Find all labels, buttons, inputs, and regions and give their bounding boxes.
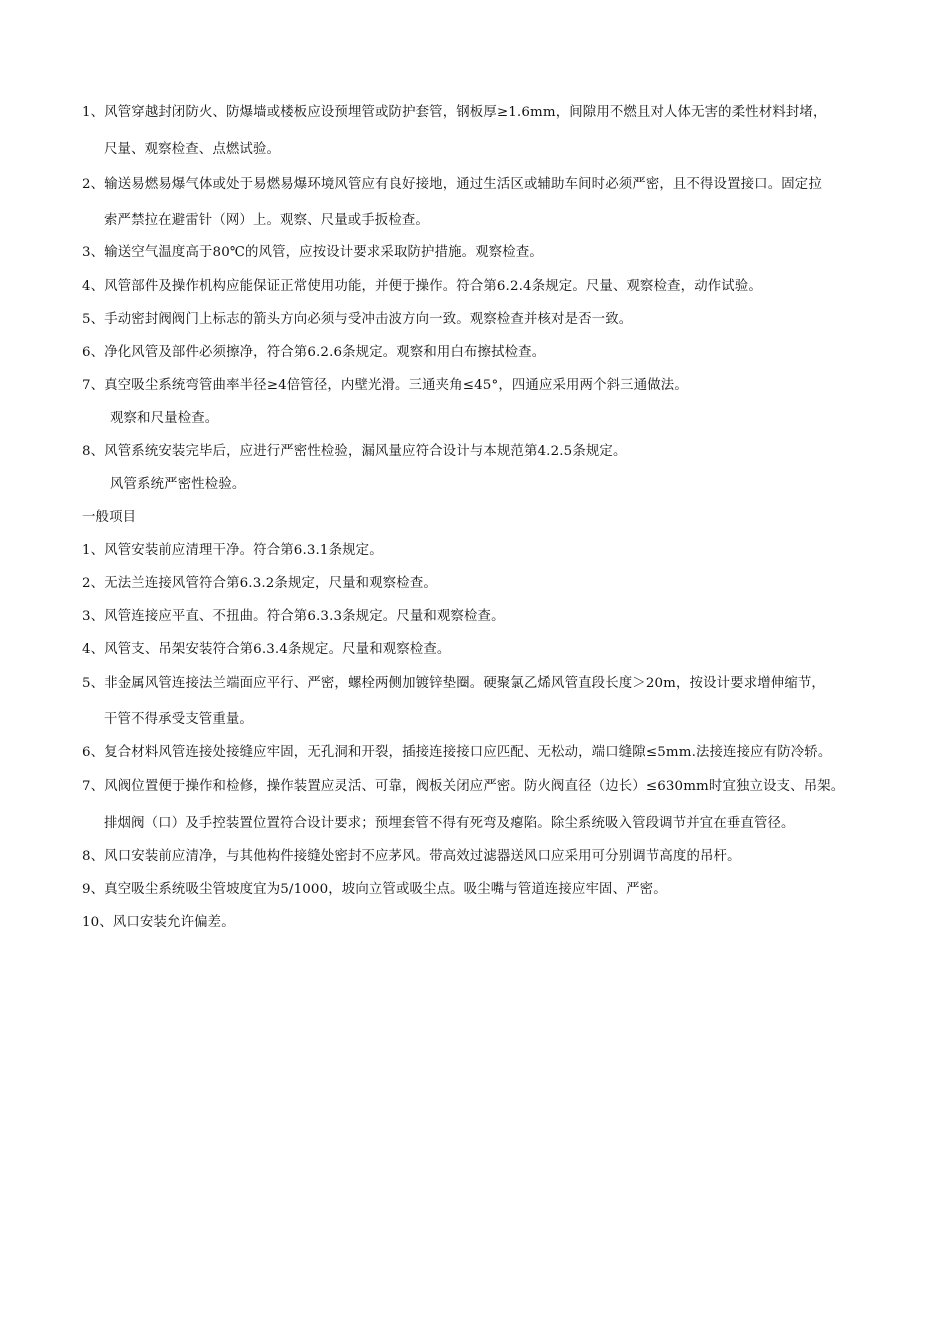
text-line: 7、风阀位置便于操作和检修，操作装置应灵活、可靠，阀板关闭应严密。防火阀直径（边长）≤630mm时宜独立设支、吊架。	[82, 779, 845, 794]
text-line: 3、风管连接应平直、不扭曲。符合第6.3.3条规定。尺量和观察检查。	[82, 609, 505, 624]
text-line: 5、非金属风管连接法兰端面应平行、严密，螺栓两侧加镀锌垫圈。硬聚氯乙烯风管直段长度＞20m，按设计要求增伸缩节，	[82, 676, 825, 691]
text-line: 排烟阀（口）及手控装置位置符合设计要求；预埋套管不得有死弯及瘪陷。除尘系统吸入管段调节并宜在垂直管径。	[104, 816, 795, 831]
text-line: 风管系统严密性检验。	[110, 477, 246, 492]
text-line: 索严禁拉在避雷针（网）上。观察、尺量或手扳检查。	[104, 213, 429, 228]
text-line: 观察和尺量检查。	[110, 411, 219, 426]
text-line: 8、风管系统安装完毕后，应进行严密性检验，漏风量应符合设计与本规范第4.2.5条规定。	[82, 444, 627, 459]
text-line: 尺量、观察检查、点燃试验。	[104, 142, 281, 157]
text-line: 5、手动密封阀阀门上标志的箭头方向必须与受冲击波方向一致。观察检查并核对是否一致。	[82, 312, 633, 327]
text-line: 干管不得承受支管重量。	[104, 712, 253, 727]
text-line: 9、真空吸尘系统吸尘管坡度宜为5/1000，坡向立管或吸尘点。吸尘嘴与管道连接应牢固、严密。	[82, 882, 667, 897]
text-line: 10、风口安装允许偏差。	[82, 915, 235, 930]
text-line: 1、风管穿越封闭防火、防爆墙或楼板应设预埋管或防护套管，钢板厚≥1.6mm，间隙用不燃且对人体无害的柔性材料封堵，	[82, 105, 827, 120]
text-line: 1、风管安装前应清理干净。符合第6.3.1条规定。	[82, 543, 383, 558]
text-line: 4、风管支、吊架安装符合第6.3.4条规定。尺量和观察检查。	[82, 642, 451, 657]
text-line: 8、风口安装前应清净，与其他构件接缝处密封不应茅风。带高效过滤器送风口应采用可分别调节高度的吊杆。	[82, 849, 741, 864]
text-line: 7、真空吸尘系统弯管曲率半径≥4倍管径，内壁光滑。三通夹角≤45°，四通应采用两个斜三通做法。	[82, 378, 688, 393]
text-line: 2、输送易燃易爆气体或处于易燃易爆环境风管应有良好接地，通过生活区或辅助车间时必须严密，且不得设置接口。固定拉	[82, 177, 822, 192]
text-line: 2、无法兰连接风管符合第6.3.2条规定，尺量和观察检查。	[82, 576, 437, 591]
text-line: 6、复合材料风管连接处接缝应牢固，无孔洞和开裂，插接连接接口应匹配、无松动，端口缝隙≤5mm.法接连接应有防冷轿。	[82, 745, 832, 760]
text-line: 4、风管部件及操作机构应能保证正常使用功能，并便于操作。符合第6.2.4条规定。尺量、观察检查，动作试验。	[82, 279, 762, 294]
text-line: 3、输送空气温度高于80℃的风管，应按设计要求采取防护措施。观察检查。	[82, 245, 543, 260]
section-heading: 一般项目	[82, 510, 137, 525]
text-line: 6、净化风管及部件必须擦净，符合第6.2.6条规定。观察和用白布擦拭检查。	[82, 345, 546, 360]
